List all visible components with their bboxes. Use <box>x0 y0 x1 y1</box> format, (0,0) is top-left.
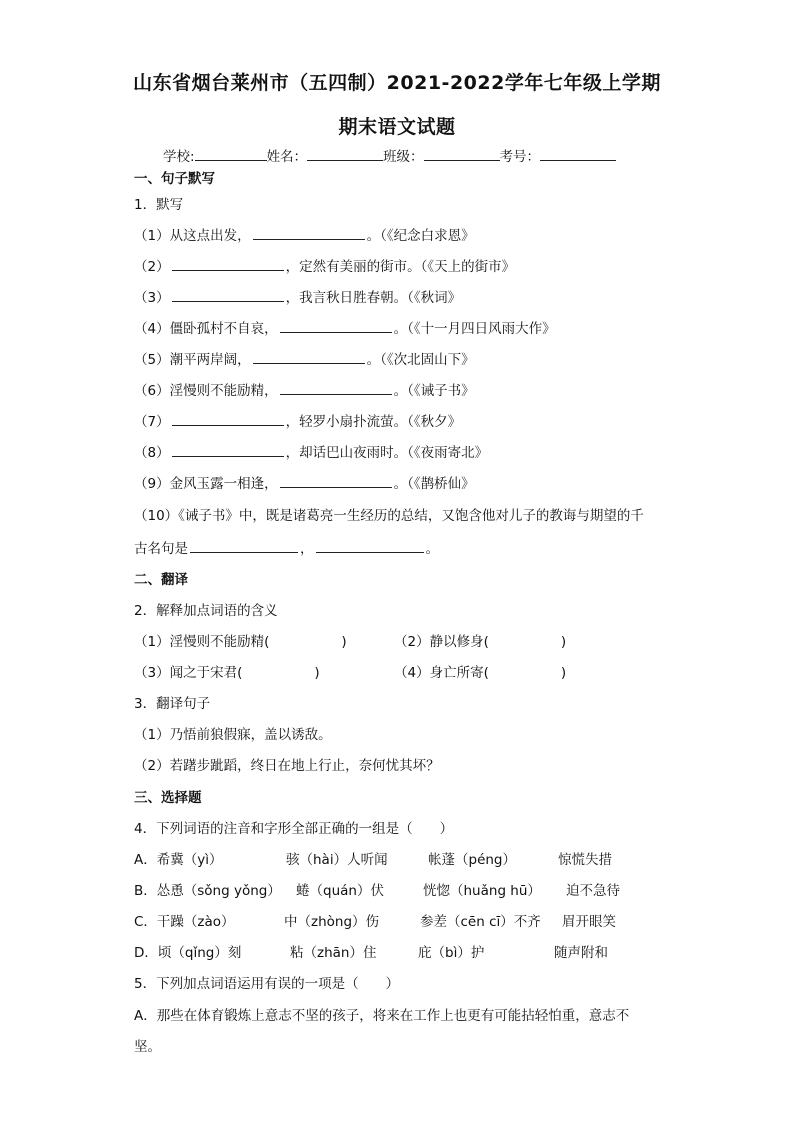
item-number: （3） <box>134 290 170 306</box>
item-pre-text: 潮平两岸阔， <box>169 352 251 368</box>
item-number: （2） <box>134 259 170 275</box>
translate-item-2: （2）若躇步跐蹈，终日在地上行止，奈何忧其坏？ <box>134 758 440 774</box>
option-a-col1[interactable]: A．希冀（yì） <box>134 852 223 868</box>
explain-close: ) <box>314 665 320 681</box>
item-pre-text: 从这点出发， <box>169 228 251 244</box>
item-post-text: ，我言秋日胜春朝。（《秋词》 <box>285 290 462 306</box>
question-2-title: 2．解释加点词语的含义 <box>134 603 278 619</box>
option-b-col2: 蜷（quán）伏 <box>296 883 384 899</box>
school-label: 学校: <box>163 149 195 165</box>
fill-item-7 <box>134 410 461 430</box>
answer-blank[interactable] <box>172 412 284 426</box>
fill-item-10-line2 <box>134 537 439 557</box>
explain-label: （1）淫慢则不能励精( <box>134 634 270 650</box>
option-5a-line2: 坚。 <box>134 1039 161 1055</box>
item-post-text: 。（《诫子书》 <box>393 383 475 399</box>
answer-blank[interactable] <box>253 226 365 240</box>
fill-item-3 <box>134 286 461 306</box>
explain-label: （2）静以修身( <box>394 634 489 650</box>
explain-close: ) <box>341 634 347 650</box>
option-a-col3: 帐蓬（péng） <box>428 852 517 868</box>
question-5-title: 5．下列加点词语运用有误的一项是（ ） <box>134 976 400 992</box>
option-b-col1[interactable]: B．怂恿（sǒng yǒng） <box>134 883 281 899</box>
question-4-title: 4．下列词语的注音和字形全部正确的一组是（ ） <box>134 821 454 837</box>
option-c-col1[interactable]: C．干躁（zào） <box>134 914 235 930</box>
exam-title-line2: 期末语文试题 <box>338 116 456 138</box>
item-pre-text: 淫慢则不能励精， <box>169 383 278 399</box>
fill-item-6 <box>134 379 475 399</box>
question-1-title: 1．默写 <box>134 197 184 213</box>
option-a-col2: 骇（hài）人听闻 <box>286 852 388 868</box>
item-end: 。 <box>425 541 439 557</box>
section-heading-2: 二、翻译 <box>134 572 188 588</box>
option-c-col3: 参差（cēn cī）不齐 <box>420 914 541 930</box>
number-blank[interactable] <box>540 147 616 161</box>
student-info-row <box>163 145 616 165</box>
option-d-col1[interactable]: D．顷（qǐng）刻 <box>134 945 242 961</box>
translate-item-1: （1）乃悟前狼假寐，盖以诱敌。 <box>134 727 332 743</box>
explain-label: （4）身亡所寄( <box>394 665 489 681</box>
fill-item-2 <box>134 255 515 275</box>
option-d-col2: 粘（zhān）住 <box>290 945 377 961</box>
item-separator: ， <box>300 541 314 557</box>
explain-label: （3）闻之于宋君( <box>134 665 243 681</box>
option-b-col3: 恍惚（huǎng hū） <box>423 883 541 899</box>
explain-close: ) <box>560 634 567 650</box>
option-d-col3: 庇（bì）护 <box>418 945 485 961</box>
answer-blank[interactable] <box>172 257 284 271</box>
item-post-text: ，定然有美丽的街市。（《天上的街市》 <box>285 259 516 275</box>
section-heading-3: 三、选择题 <box>134 790 202 806</box>
item-pre-text: 僵卧孤村不自哀， <box>169 321 278 337</box>
answer-blank[interactable] <box>280 381 392 395</box>
number-label: 考号： <box>499 149 541 165</box>
item-number: （9） <box>134 476 170 492</box>
option-5a-line1[interactable]: A．那些在体育锻炼上意志不坚的孩子，将来在工作上也更有可能拈轻怕重，意志不 <box>134 1008 630 1024</box>
option-c-col2: 中（zhòng）伤 <box>284 914 380 930</box>
fill-item-9 <box>134 472 475 492</box>
item-post-text: ，轻罗小扇扑流萤。（《秋夕》 <box>285 414 462 430</box>
class-blank[interactable] <box>424 147 500 161</box>
answer-blank[interactable] <box>253 350 365 364</box>
option-d-col4: 随声附和 <box>554 945 608 961</box>
section-heading-1: 一、句子默写 <box>134 171 215 187</box>
explain-close: ) <box>560 665 567 681</box>
fill-item-5 <box>134 348 475 368</box>
exam-title-line1: 山东省烟台莱州市（五四制）2021-2022学年七年级上学期 <box>133 72 661 94</box>
name-blank[interactable] <box>307 147 383 161</box>
answer-blank[interactable] <box>280 474 392 488</box>
explain-item-1 <box>134 630 347 650</box>
answer-blank[interactable] <box>316 539 424 553</box>
option-a-col4: 惊慌失措 <box>558 852 612 868</box>
option-c-col4: 眉开眼笑 <box>562 914 616 930</box>
option-b-col4: 迫不急待 <box>566 883 620 899</box>
explain-item-2 <box>394 630 566 650</box>
fill-item-10-line1: （10）《诫子书》中，既是诸葛亮一生经历的总结，又饱含他对儿子的教诲与期望的千 <box>134 508 644 524</box>
school-blank[interactable] <box>195 147 267 161</box>
explain-item-4 <box>394 661 566 681</box>
item-post-text: 。（《纪念白求恩》 <box>366 228 475 244</box>
item-number: （4） <box>134 321 170 337</box>
item-pre-text: 古名句是 <box>134 541 188 557</box>
question-3-title: 3．翻译句子 <box>134 696 211 712</box>
fill-item-1 <box>134 224 475 244</box>
answer-blank[interactable] <box>190 539 298 553</box>
item-number: （6） <box>134 383 170 399</box>
answer-blank[interactable] <box>280 319 392 333</box>
answer-blank[interactable] <box>172 443 284 457</box>
item-number: （7） <box>134 414 170 430</box>
fill-item-4 <box>134 317 556 337</box>
item-pre-text: 金风玉露一相逢， <box>169 476 278 492</box>
item-number: （5） <box>134 352 170 368</box>
item-number: （1） <box>134 228 170 244</box>
name-label: 姓名： <box>266 149 308 165</box>
fill-item-8 <box>134 441 488 461</box>
item-number: （8） <box>134 445 170 461</box>
item-post-text: 。（《鹊桥仙》 <box>393 476 475 492</box>
class-label: 班级： <box>383 149 424 165</box>
item-post-text: ，却话巴山夜雨时。（《夜雨寄北》 <box>285 445 489 461</box>
item-post-text: 。（《次北固山下》 <box>366 352 475 368</box>
item-post-text: 。（《十一月四日风雨大作》 <box>393 321 556 337</box>
explain-item-3 <box>134 661 320 681</box>
answer-blank[interactable] <box>172 288 284 302</box>
